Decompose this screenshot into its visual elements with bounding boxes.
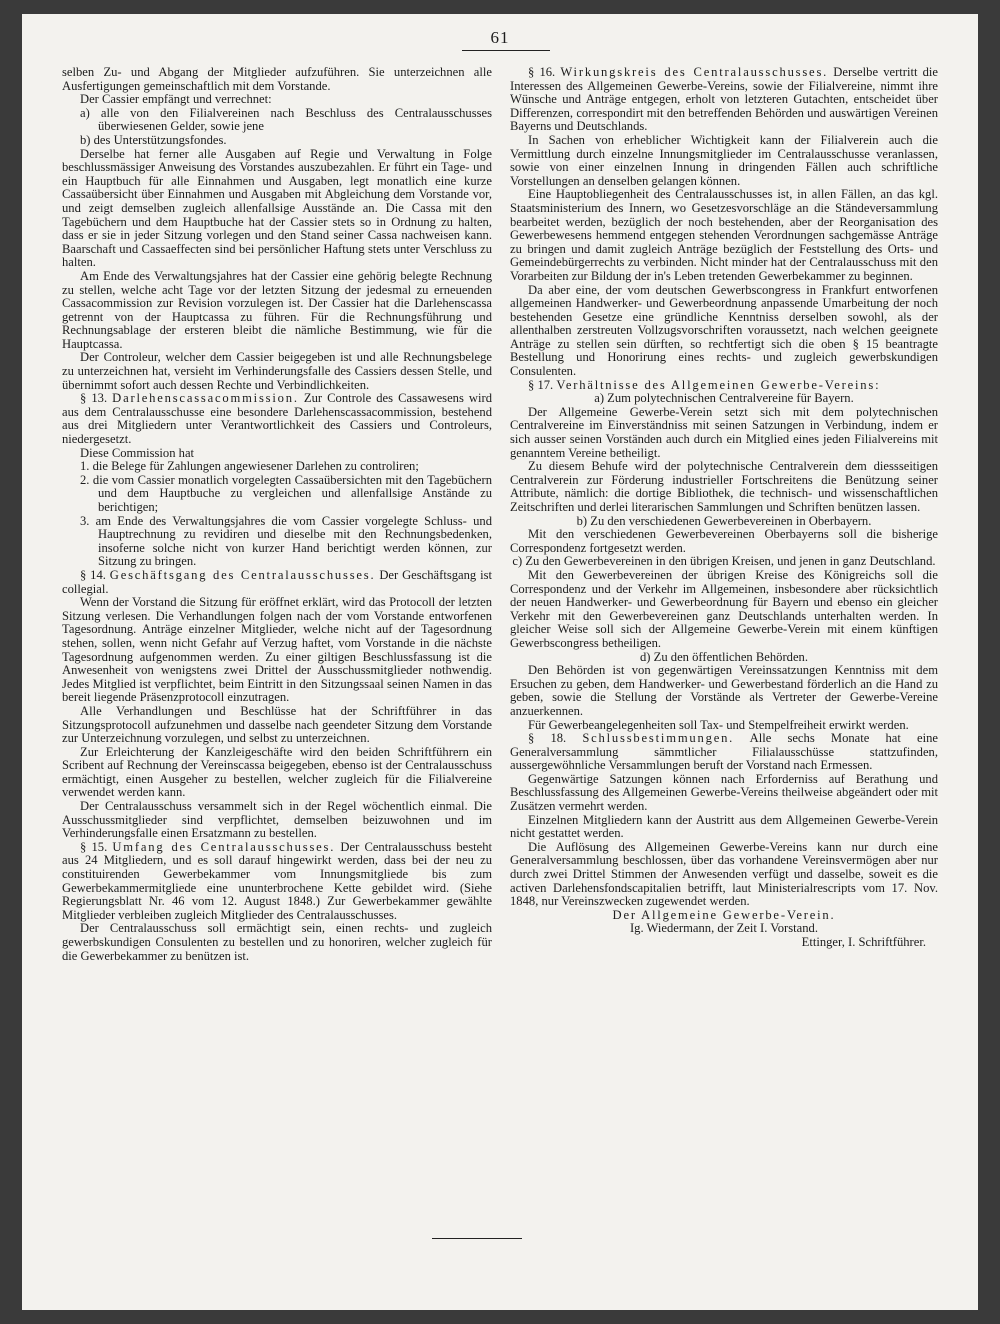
paragraph: Alle sechs Monate hat eine Generalversammlung sämmtlicher Filialausschüsse stattzufinden, aussergewöhnliche Versammlungen beruft der Vorstand nach Ermessen.	[510, 731, 938, 773]
subsection-heading: d) Zu den öffentlichen Behörden.	[640, 649, 808, 664]
paragraph: Der Centralausschuss soll ermächtigt sein, einen rechts- und zugleich gewerbskundigen Consulenten zu bestellen und zu honoriren, welcher zugleich für die Gewerbekammer zu benützen ist.	[62, 921, 492, 963]
section-heading: Verhältnisse des Allgemeinen Gewerbe-Vereins:	[556, 377, 881, 392]
list-item: 3. am Ende des Verwaltungsjahres die vom Cassier vorgelegte Schluss- und Hauptrechnung zu revidiren und dieselbe mit den Rechnungsbedenken, insoferne solche nicht von kurzer Hand berichtigt werden können, zur Sitzung zu bringen.	[80, 513, 492, 569]
section-heading: Geschäftsgang des Centralausschusses.	[109, 567, 376, 582]
paragraph: Der Centralausschuss besteht aus 24 Mitgliedern, und es soll darauf hingewirkt werden, dass bei der neu zu constituirenden Gewerbekammer vom Innungsmitgliede bis zum Gewerbekammermitgliede eine ununterbrochene Kette gebildet wird. (Siehe Regierungsblatt Nr. 46 vom 12. August 1848.) Zur Gewerbekammer gewählte Mitglieder verbleiben zugleich Mitglieder des Centralausschusses.	[62, 839, 493, 922]
list-item: a) alle von den Filialvereinen nach Beschluss des Centralausschusses überwiesenen Gelder, sowie jene	[80, 105, 492, 134]
signature-chairman: Ig. Wiedermann, der Zeit I. Vorstand.	[629, 921, 818, 936]
section-number: § 18.	[528, 731, 567, 746]
paragraph: Der Allgemeine Gewerbe-Verein setzt sich mit dem polytechnischen Centralvereine im Einverständniss mit seinen Satzungen in Verbindung, indem er sich ausser seinen Vorständen auch durch ein Mitglied eines jeden Filialvereins mit genanntem Vereine betheiligt.	[510, 404, 938, 460]
paragraph: Wenn der Vorstand die Sitzung für eröffnet erklärt, wird das Protocoll der letzten Sitzung verlesen. Die Verhandlungen folgen nach der vom Vorstande entworfenen Tagesordnung. Anträge einzelner Mitglieder, welche nicht auf der Tagesordnung stehen, sollen, wenn nicht Gefahr auf Verzug haftet, vom Vorstande in die nächste Tagesordnung aufgenommen werden. Zu einer giltigen Beschlussfassung ist die Anwesenheit von wenigstens zwei Drittel der Ausschussmitglieder nothwendig. Jedes Mitglied ist verpflichtet, beim Eintritt in den Sitzungssaal seinen Namen in das bereit liegende Präsenzprotocoll einzutragen.	[62, 595, 492, 705]
paragraph: Derselbe hat ferner alle Ausgaben auf Regie und Verwaltung in Folge beschlussmässiger Anweisung des Vorstandes auszubezahlen. Er führt ein Tage- und ein Hauptbuch für alle Einnahmen und Ausgaben, legt monatlich eine kurze Cassaübersicht über Einnahmen und Ausgaben mit Abgleichung dem Vorstande vor, und zeigt demselben zugleich allenfallsige Ausstände an. Die Cassa mit den Tagebüchern und dem Hauptbuche hat der Cassier stets so in Ordnung zu halten, dass er sie in jeder Sitzung vorlegen und den Stand seiner Cassa nachweisen kann. Baarschaft und Cassaeffecten sind bei persönlicher Haftung stets unter Verschluss zu halten.	[62, 146, 492, 270]
paragraph: Für Gewerbeangelegenheiten soll Tax- und Stempelfreiheit erwirkt werden.	[528, 717, 909, 732]
paragraph: Gegenwärtige Satzungen können nach Erforderniss auf Berathung und Beschlussfassung des Allgemeinen Gewerbe-Vereins theilweise abgeändert oder mit Zusätzen vermehrt werden.	[510, 771, 938, 814]
signature-association: Der Allgemeine Gewerbe-Verein.	[612, 907, 836, 922]
section-14	[62, 569, 492, 596]
section-number: § 14.	[80, 567, 106, 582]
page-number: 61	[490, 28, 510, 47]
paragraph: Diese Commission hat	[80, 445, 195, 460]
section-number: § 13.	[80, 391, 108, 406]
list-item: b) des Unterstützungsfondes.	[80, 132, 227, 147]
paragraph: Der Controleur, welcher dem Cassier beigegeben ist und alle Rechnungsbelege zu unterzeichnen hat, versieht im Verhinderungsfalle des Cassiers dessen Stelle, und übernimmt sofort auch dessen Rechte und Verbindlichkeiten.	[62, 350, 492, 392]
paragraph: Eine Hauptobliegenheit des Centralausschusses ist, in allen Fällen, an das kgl. Staatsministerium des Innern, wo Gesetzesvorschläge an die Ständeversammlung bearbeitet werden, bezüglich der noch bestehenden, aber der Reorganisation des Gewerbewesens hemmend entgegen stehenden Verordnungen sachgemässe Anträge zu bringen und damit zugleich Anträge bezüglich der Feststellung des Orts- und Gemeindebürgerrechts zu verbinden. Nicht minder hat der Centralausschuss mit den Vorarbeiten zur Bildung der in's Leben tretenden Gewerbekammer zu beginnen.	[510, 187, 938, 283]
section-number: § 16.	[528, 65, 556, 79]
paragraph: Der Centralausschuss versammelt sich in der Regel wöchentlich einmal. Die Ausschussmitglieder sind verpflichtet, demselben beizuwohnen und im Verhinderungsfalle einen Ersatzmann zu bestellen.	[62, 799, 492, 841]
paragraph: Zur Erleichterung der Kanzleigeschäfte wird den beiden Schriftführern ein Scribent auf Rechnung der Vereinscassa beigegeben, ebenso ist der Centralausschuss ermächtigt, einen Ausgeher zu bestellen, welcher zugleich für die Filialvereine verwendet werden kann.	[62, 744, 492, 800]
section-heading: Darlehenscassacommission.	[112, 391, 299, 406]
document-page	[22, 14, 978, 1310]
section-15	[62, 841, 492, 923]
subsection-heading: a) Zum polytechnischen Centralvereine für Bayern.	[594, 391, 854, 406]
paragraph: Den Behörden ist von gegenwärtigen Vereinssatzungen Kenntniss mit dem Ersuchen zu geben, dem Handwerker- und Gewerbestand förderlich an die Hand zu geben, sowie die Stellung der Vorstände als Vertreter der Gewerbe-Vereine anzuerkennen.	[510, 663, 938, 718]
section-17	[510, 379, 938, 393]
paragraph: Am Ende des Verwaltungsjahres hat der Cassier eine gehörig belegte Rechnung zu stellen, welche acht Tage vor der letzten Sitzung der jedesmal zu erneuenden Cassacommission zur Revision vorzulegen ist. Der Cassier hat die Darlehenscassa getrennt von der Hauptcassa zu führen. Für die Rechnungsführung und Rechnungsablage der ersteren bleibt die nämliche Bestimmung, wie für die Hauptcassa.	[62, 268, 492, 351]
paragraph: Da aber eine, der vom deutschen Gewerbscongress in Frankfurt entworfenen allgemeinen Handwerker- und Gewerbeordnung anpassende Umarbeitung der noch bestehenden Gesetze eine gründliche Kenntniss derselben sowohl, als der allenthalben zerstreuten Vollzugsvorschriften voraussetzt, nach welchen geeignete Anträge zu stellen sein dürften, so rechtfertigt sich die oben § 15 beantragte Bestellung und Honorirung eines rechts- und zugleich gewerbskundigen Consulenten.	[510, 282, 938, 379]
paragraph: Die Auflösung des Allgemeinen Gewerbe-Vereins kann nur durch eine Generalversammlung beschlossen, über das vorhandene Vereinsvermögen aber nur durch zwei Drittel Stimmen der Anwesenden verfügt und dasselbe, soweit es die activen Darlehensfondscapitalien betrifft, laut Ministerialrescripts vom 17. Nov. 1848, nur Vereinszwecken zugewendet werden.	[510, 839, 938, 909]
paragraph: Zur Controle des Cassawesens wird aus dem Centralausschusse eine besondere Darlehenscassacommission, bestehend aus drei Mitgliedern unter Verantwortlichkeit des Cassiers und Controleurs, niedergesetzt.	[62, 391, 493, 447]
right-column	[510, 66, 938, 950]
paragraph: selben Zu- und Abgang der Mitglieder aufzuführen. Sie unterzeichnen alle Ausfertigungen gemeinschaftlich mit dem Vorstande.	[62, 65, 492, 93]
paragraph: Der Geschäftsgang ist collegial.	[62, 567, 492, 596]
list-item: 1. die Belege für Zahlungen angewiesener Darlehen zu controliren;	[80, 459, 419, 474]
header-rule	[462, 50, 550, 51]
section-18	[510, 732, 938, 773]
paragraph: Derselbe vertritt die Interessen des Allgemeinen Gewerbe-Vereins, sowie der Filialvereine, nimmt ihre Wünsche und Anträge entgegen, erholt von letzteren Gutachten, entscheidet über Differenzen, correspondirt mit den betreffenden Behörden und auswärtigen Vereinen Bayerns und Deutschlands.	[510, 65, 939, 134]
section-number: § 15.	[80, 839, 108, 854]
subsection-heading: b) Zu den verschiedenen Gewerbevereinen in Oberbayern.	[576, 513, 872, 528]
paragraph: Alle Verhandlungen und Beschlüsse hat der Schriftführer in das Sitzungsprotocoll aufzunehmen und dasselbe nach geendeter Sitzung dem Vorstande zur Unterzeichnung vorzulegen, und selbst zu unterzeichnen.	[62, 703, 492, 746]
paragraph: Mit den verschiedenen Gewerbevereinen Oberbayerns soll die bisherige Correspondenz fortgesetzt werden.	[510, 527, 938, 555]
section-heading: Schlussbestimmungen.	[582, 731, 735, 746]
section-16	[510, 66, 938, 134]
paragraph: Der Cassier empfängt und verrechnet:	[80, 92, 272, 107]
left-column	[62, 66, 492, 963]
paragraph: Mit den Gewerbevereinen der übrigen Kreise des Königreichs soll die Correspondenz und der Verkehr im Allgemeinen, insbesondere aber rücksichtlich der neuen Handwerker- und Gewerbeordnung für Bayern und ebenso ein gleicher Verkehr mit den Gewerbevereinen ganz Deutschlands unterhalten werden. In gleicher Weise soll sich der Allgemeine Gewerbe-Verein mit einem künftigen Gewerbscongress betheiligen.	[510, 567, 938, 650]
paragraph: Zu diesem Behufe wird der polytechnische Centralverein dem diessseitigen Centralverein zur Förderung industrieller Fortschreitens die Benützung seiner Attribute, nämlich: die dortige Bibliothek, die technisch- und wissenschaftlichen Zeitschriften und derlei literarischen Sammlungen und Schriften benützen lassen.	[510, 459, 938, 514]
paragraph: Einzelnen Mitgliedern kann der Austritt aus dem Allgemeinen Gewerbe-Verein nicht gestattet werden.	[510, 812, 938, 841]
section-heading: Umfang des Centralausschusses.	[112, 839, 336, 854]
paragraph: In Sachen von erheblicher Wichtigkeit kann der Filialverein auch die Vermittlung durch einzelne Innungsmitglieder im Centralausschusse veranlassen, sowie von einer einzelnen Innung in dringenden Fällen auch schriftliche Vorstellungen an denselben gelangen können.	[510, 132, 938, 188]
section-13	[62, 392, 492, 446]
footer-rule	[432, 1238, 522, 1239]
list-item: 2. die vom Cassier monatlich vorgelegten Cassaübersichten mit den Tagebüchern und dem Hauptbuche zu vergleichen und allenfallsige Anstände zu berichtigen;	[80, 472, 492, 514]
subsection-heading: c) Zu den Gewerbevereinen in den übrigen Kreisen, und jenen in ganz Deutschland.	[512, 554, 936, 569]
section-heading: Wirkungskreis des Centralausschusses.	[560, 65, 829, 79]
signature-secretary: Ettinger, I. Schriftführer.	[801, 935, 926, 949]
section-number: § 17.	[528, 377, 554, 392]
